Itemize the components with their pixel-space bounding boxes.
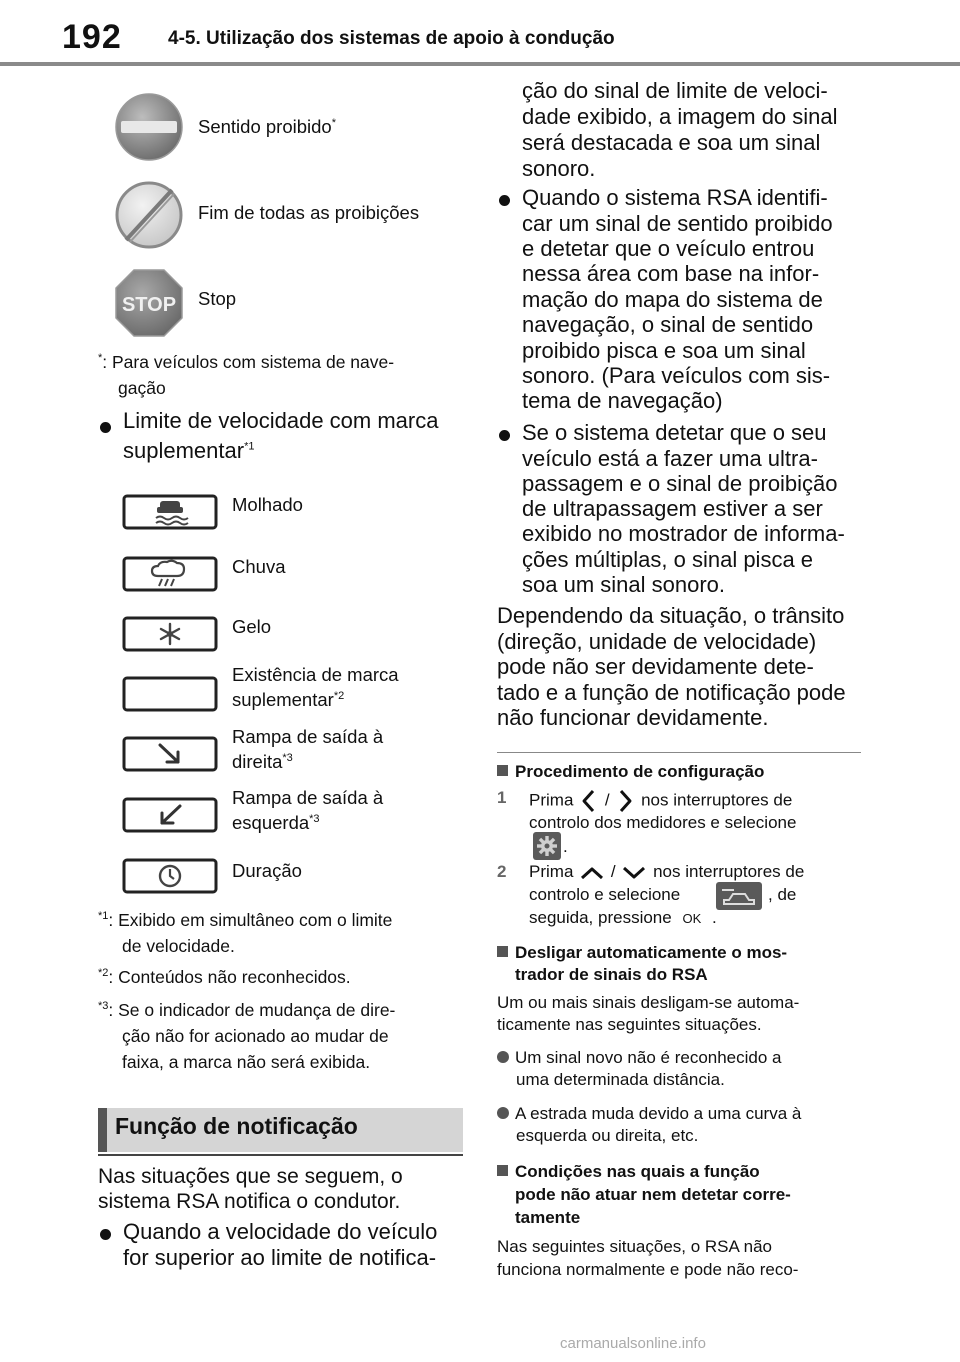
plaque-heading-line1: Limite de velocidade com marca: [123, 408, 439, 433]
up-chevron-icon: [578, 863, 606, 883]
ok-button-glyph: OK: [682, 911, 702, 926]
bullet-3-line7: soa um sinal sonoro.: [522, 572, 725, 597]
bullet-2-line8: sonoro. (Para veículos com sis-: [522, 363, 831, 388]
plaque-label-duration: Duração: [232, 860, 302, 881]
auto-off-heading-line2: trador de sinais do RSA: [515, 965, 708, 984]
bullet-1-line6: sonoro.: [522, 156, 596, 181]
conditions-body-line2: funciona normalmente e pode não reco-: [497, 1260, 799, 1279]
plaque-row-ice: [112, 610, 472, 660]
conditions-heading-line2: pode não atuar nem detetar corre-: [515, 1185, 791, 1204]
bullet-3-dot: [499, 428, 510, 446]
step-2-line1: Prima / nos interruptores de: [529, 862, 805, 881]
column-divider: [497, 752, 861, 753]
end-of-prohibitions-sign-icon: [112, 178, 186, 252]
plaque-row-duration: [112, 854, 472, 904]
bullet-3-line3: passagem e o sinal de proibição: [522, 471, 838, 496]
bullet-1-line1: Quando a velocidade do veículo: [123, 1219, 438, 1244]
section-heading-accent: [98, 1108, 107, 1152]
bullet-2-line1: Quando o sistema RSA identifi-: [522, 185, 828, 210]
section-title: 4-5. Utilização dos sistemas de apoio à condução: [168, 28, 615, 49]
no-entry-sign-icon: [112, 90, 186, 164]
footnote-1-line2: de velocidade.: [122, 936, 235, 956]
header-divider: [0, 62, 960, 66]
wet-road-icon: [122, 494, 218, 530]
footnote-3: $^{*3}$: Se o indicador de mudança de dire-: [98, 1000, 396, 1020]
bullet-1-dot: [100, 1227, 111, 1245]
closing-line2: (direção, unidade de velocidade): [497, 629, 817, 654]
plaque-label-unrecognized: Existência de marca suplementar$^{*2}$: [232, 664, 399, 710]
bullet-1-line2: for superior ao limite de notifica-: [123, 1245, 437, 1270]
stop-sign-text: STOP: [121, 294, 177, 316]
setup-heading: Procedimento de configuração: [497, 761, 764, 783]
footnote-3-line3: faixa, a marca não será exibida.: [122, 1052, 371, 1072]
step-1-line1: Prima / nos interruptores de: [529, 788, 869, 814]
footnote-1: $^{*1}$: Exibido em simultâneo com o limite: [98, 910, 393, 930]
footnote-3-line2: ção não for acionado ao mudar de: [122, 1026, 389, 1046]
clock-icon: [122, 858, 218, 894]
right-chevron-icon: [614, 788, 636, 814]
snowflake-icon: [122, 616, 218, 652]
auto-off-heading-line1: Desligar automaticamente o mos-: [497, 942, 787, 964]
plaque-row-exit-right: [112, 722, 472, 780]
plaque-row-wet: [112, 488, 472, 538]
bullet-2-line2: car um sinal de sentido proibido: [522, 211, 833, 236]
bullet-3-line2: veículo está a fazer uma ultra-: [522, 446, 818, 471]
page-header: [0, 0, 960, 70]
sign-label-stop: Stop: [198, 288, 237, 309]
step-1-end: .: [563, 837, 568, 856]
footnote-2: $^{*2}$: Conteúdos não reconhecidos.: [98, 967, 351, 987]
plaque-label-exit-left: Rampa de saída à esquerda$^{*3}$: [232, 787, 384, 833]
step-2-line2-end: , de: [768, 885, 797, 904]
bullet-2-dot: [499, 193, 510, 211]
closing-line4: tado e a função de notificação pode: [497, 680, 846, 705]
bullet-3-line4: de ultrapassagem estiver a ser: [522, 496, 823, 521]
step-2-number: 2: [497, 862, 507, 881]
plaque-row-rain: [112, 550, 472, 600]
sign-footnote: *: Para veículos com sistema de nave-: [98, 352, 395, 372]
bullet-1-line3: ção do sinal de limite de veloci-: [522, 78, 828, 103]
conditions-body-line1: Nas seguintes situações, o RSA não: [497, 1237, 772, 1256]
sign-label-no-entry: Sentido proibido*: [198, 116, 336, 137]
sign-row-stop: [112, 266, 472, 340]
plaque-row-unrecognized: [112, 660, 472, 718]
plaque-heading-bullet: [100, 420, 111, 438]
plaque-label-exit-right: Rampa de saída à direita$^{*3}$: [232, 726, 384, 772]
bullet-1-line4: dade exibido, a imagem do sinal: [522, 104, 838, 129]
left-chevron-icon: [578, 788, 600, 814]
rain-cloud-icon: [122, 556, 218, 592]
step-1-line2: controlo dos medidores e selecione: [529, 813, 797, 832]
bullet-2-line9: tema de navegação): [522, 388, 723, 413]
plaque-label-rain: Chuva: [232, 556, 286, 577]
blank-plaque-icon: [122, 676, 218, 712]
notification-intro-line2: sistema RSA notifica o condutor.: [98, 1190, 401, 1213]
bullet-2-line7: proibido pisca e soa um sinal: [522, 338, 806, 363]
bullet-3-line1: Se o sistema detetar que o seu: [522, 420, 827, 445]
page-number: 192: [62, 18, 122, 56]
auto-off-item-2-line2: esquerda ou direita, etc.: [516, 1126, 699, 1145]
rsa-car-icon: [716, 882, 762, 915]
down-chevron-icon: [620, 863, 648, 883]
step-1-number: 1: [497, 788, 507, 807]
notification-intro-line1: Nas situações que se seguem, o: [98, 1165, 403, 1188]
plaque-label-wet: Molhado: [232, 494, 303, 515]
step-2-line3: seguida, pressione OK .: [529, 908, 717, 927]
closing-line5: não funcionar devidamente.: [497, 705, 769, 730]
bullet-3-line5: exibido no mostrador de informa-: [522, 521, 845, 546]
arrow-down-left-icon: [122, 797, 218, 833]
watermark: carmanualsonline.info: [560, 1335, 706, 1352]
conditions-heading-line3: tamente: [515, 1208, 581, 1227]
bullet-2-line3: e detetar que o veículo entrou: [522, 236, 815, 261]
auto-off-item-1: Um sinal novo não é reconhecido a: [497, 1047, 782, 1069]
section-heading-rule: [98, 1154, 463, 1156]
bullet-3-line6: ções múltiplas, o sinal pisca e: [522, 547, 814, 572]
plaque-heading-line2: suplementar$^{*1}$: [123, 438, 255, 463]
auto-off-body-line2: ticamente nas seguintes situações.: [497, 1015, 762, 1034]
auto-off-item-1-line2: uma determinada distância.: [516, 1070, 725, 1089]
arrow-down-right-icon: [122, 736, 218, 772]
auto-off-body-line1: Um ou mais sinais desligam-se automa-: [497, 993, 800, 1012]
plaque-label-ice: Gelo: [232, 616, 272, 637]
bullet-1-line5: será destacada e soa um sinal: [522, 130, 821, 155]
sign-footnote-line2: gação: [118, 378, 166, 398]
stop-sign-icon: [112, 266, 186, 340]
conditions-heading-line1: Condições nas quais a função: [497, 1161, 760, 1183]
closing-line3: pode não ser devidamente dete-: [497, 654, 814, 679]
closing-line1: Dependendo da situação, o trânsito: [497, 603, 845, 628]
auto-off-item-2: A estrada muda devido a uma curva à: [497, 1103, 801, 1125]
sign-row-end-prohibitions: [112, 178, 472, 252]
step-2-line2: controlo e selecione: [529, 885, 681, 904]
plaque-row-exit-left: [112, 783, 472, 841]
sign-row-no-entry: [112, 90, 472, 164]
bullet-2-line4: nessa área com base na infor-: [522, 261, 820, 286]
sign-label-end-prohibitions: Fim de todas as proibições: [198, 202, 420, 223]
bullet-2-line6: navegação, o sinal de sentido: [522, 312, 814, 337]
bullet-2-line5: mação do mapa do sistema de: [522, 287, 823, 312]
section-heading-notification: Função de notificação: [115, 1113, 358, 1139]
